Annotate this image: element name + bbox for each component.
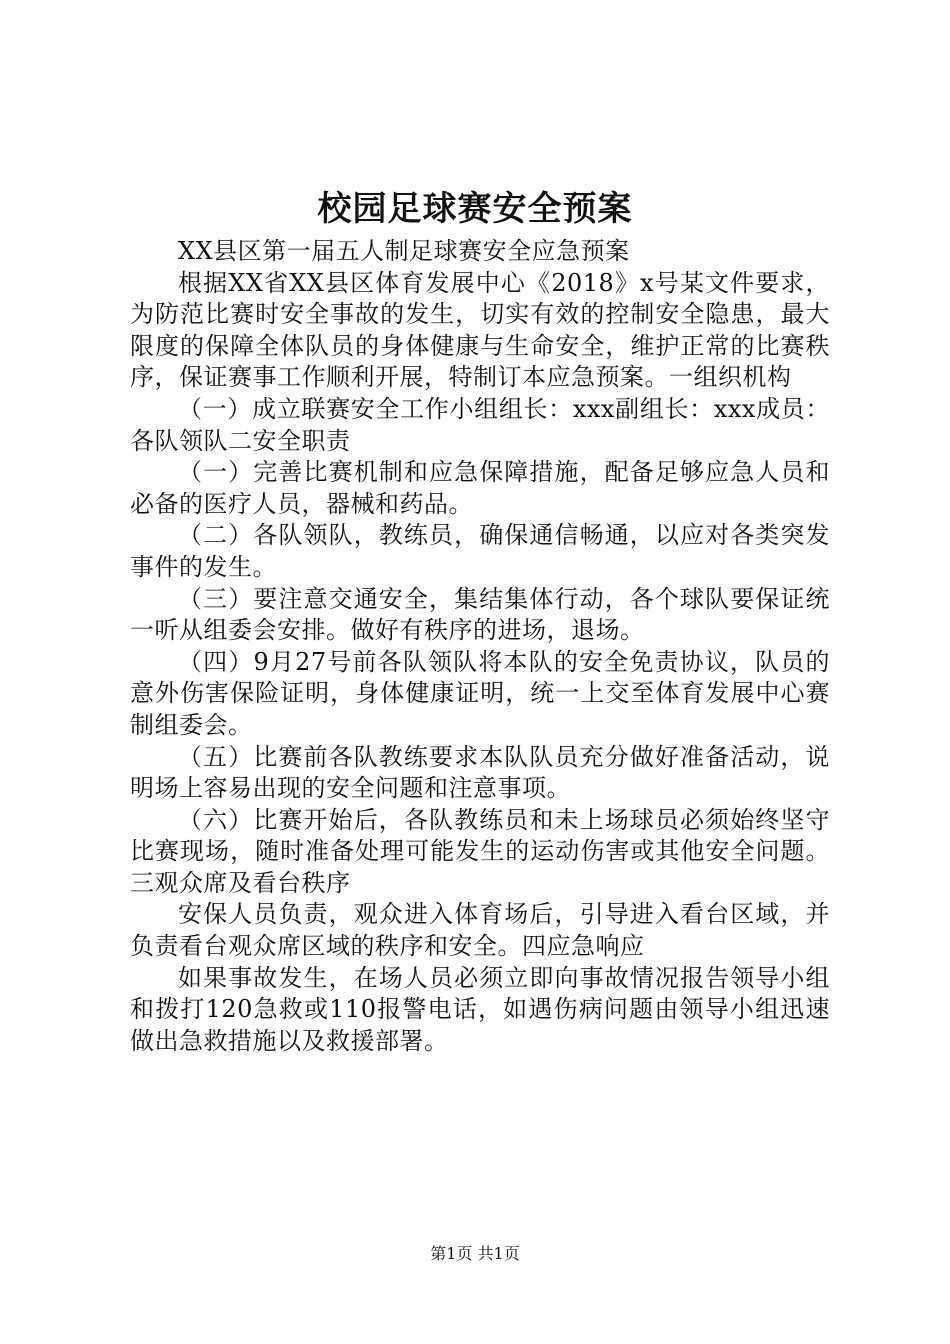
- paragraph: 如果事故发生，在场人员必须立即向事故情况报告领导小组和拨打120急救或110报警电话，如遇伤病问题由领导小组迅速做出急救措施以及救援部署。: [130, 963, 830, 1055]
- page-number-footer: 第1页 共1页: [430, 1244, 520, 1263]
- paragraph: （四）9月27号前各队领队将本队的安全免责协议，队员的意外伤害保险证明，身体健康证明，统一上交至体育发展中心赛制组委会。: [130, 647, 830, 739]
- paragraph: XX县区第一届五人制足球赛安全应急预案: [178, 237, 630, 265]
- paragraph: （五）比赛前各队教练要求本队队员充分做好准备活动，说明场上容易出现的安全问题和注意事项。: [130, 742, 830, 803]
- paragraph: 安保人员负责，观众进入体育场后，引导进入看台区域，并负责看台观众席区域的秩序和安全。四应急响应: [130, 900, 830, 961]
- paragraph: （六）比赛开始后，各队教练员和未上场球员必须始终坚守比赛现场，随时准备处理可能发生的运动伤害或其他安全问题。三观众席及看台秩序: [130, 805, 830, 897]
- paragraph: 根据XX省XX县区体育发展中心《2018》x号某文件要求，为防范比赛时安全事故的发生，切实有效的控制安全隐患，最大限度的保障全体队员的身体健康与生命安全，维护正常的比赛秩序，保证赛事工作顺利开展，特制订本应急预案。一组织机构: [130, 268, 830, 392]
- paragraph: （三）要注意交通安全，集结集体行动，各个球队要保证统一听从组委会安排。做好有秩序的进场，退场。: [130, 584, 830, 645]
- document-title: 校园足球赛安全预案: [317, 189, 633, 229]
- paragraph: （二）各队领队，教练员，确保通信畅通，以应对各类突发事件的发生。: [130, 521, 830, 581]
- document-body: [130, 236, 830, 1057]
- paragraph: （一）完善比赛机制和应急保障措施，配备足够应急人员和必备的医疗人员，器械和药品。: [130, 458, 830, 518]
- paragraph: （一）成立联赛安全工作小组组长：xxx副组长：xxx成员：各队领队二安全职责: [130, 394, 830, 455]
